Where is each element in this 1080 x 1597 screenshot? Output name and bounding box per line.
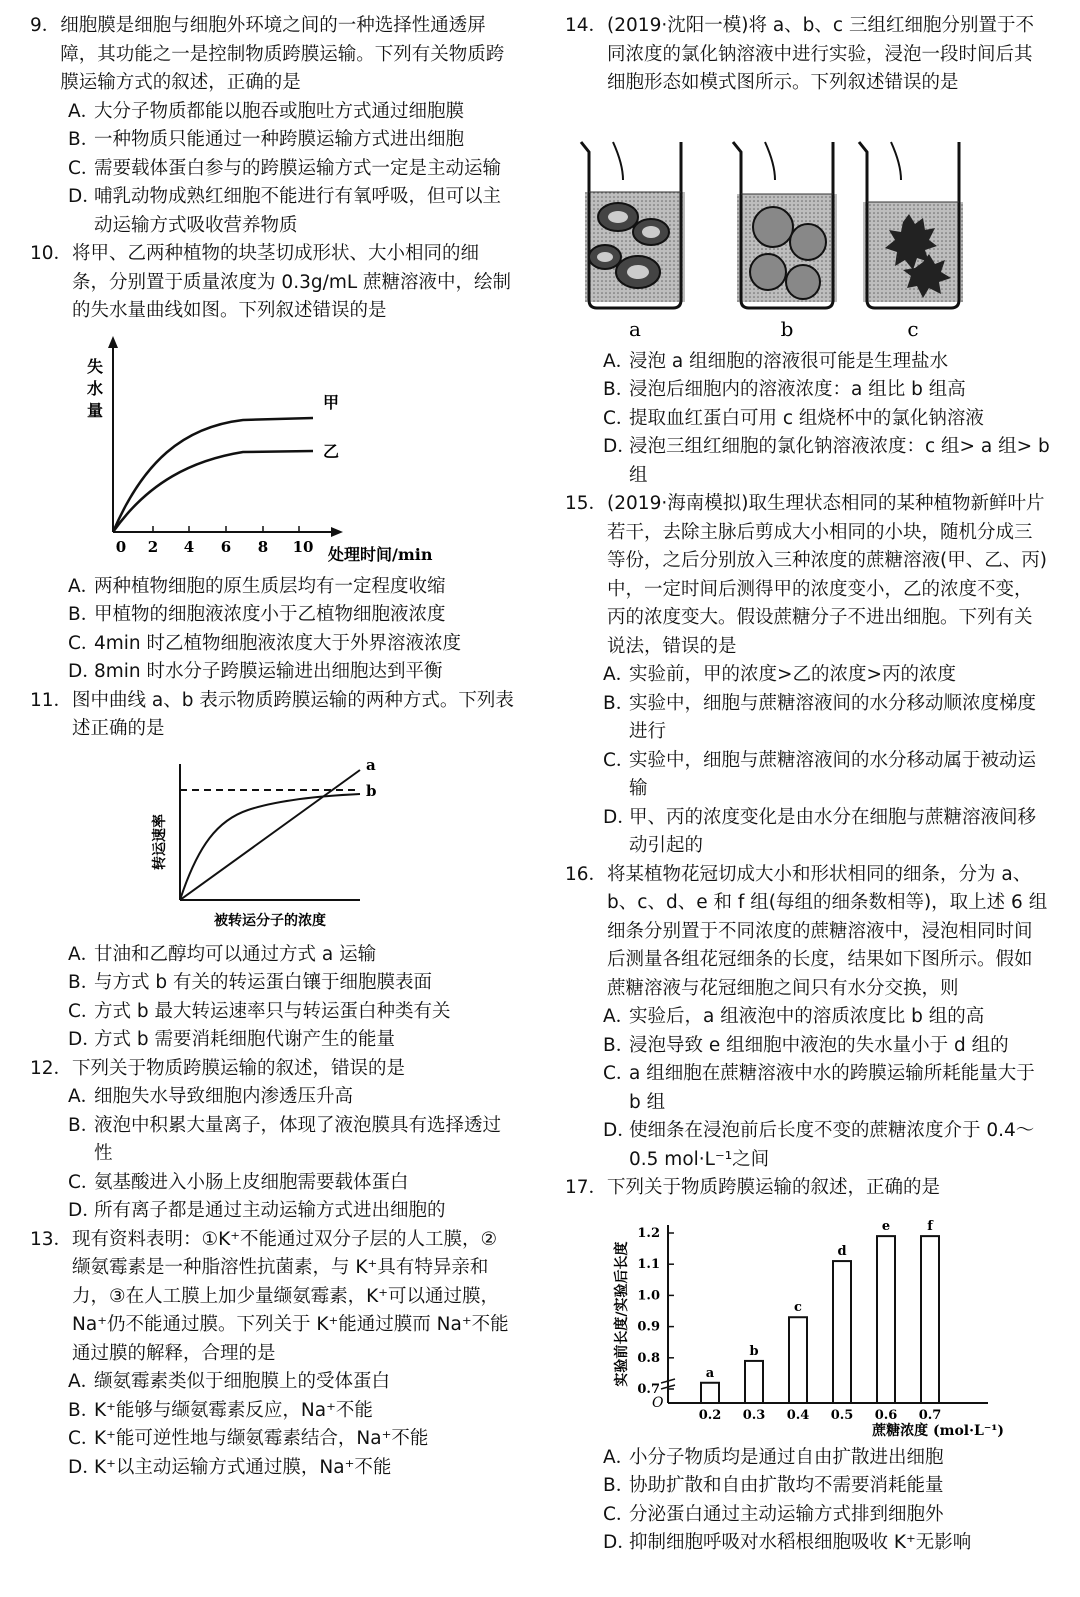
question-number: 15．	[565, 493, 608, 514]
option-label: B．	[68, 1399, 100, 1421]
option-d	[68, 1197, 515, 1226]
option-text: 缬氨霉素类似于细胞膜上的受体蛋白	[94, 1371, 391, 1392]
series-label-b: b	[365, 781, 376, 800]
x-tick-label: 0.6	[874, 1407, 897, 1423]
option-text: 4min 时乙植物细胞液浓度大于外界溶液浓度	[94, 632, 462, 654]
y-tick-label: 0.9	[636, 1319, 660, 1335]
series-label-yi: 乙	[322, 441, 339, 461]
beaker-label-b: b	[780, 316, 793, 341]
y-tick-label: 1.1	[636, 1256, 660, 1272]
option-label: D．	[68, 1200, 101, 1221]
option-label: C．	[68, 1000, 100, 1022]
x-axis-label: 处理时间/min	[327, 544, 432, 564]
option-d	[68, 1454, 515, 1483]
bar-label: d	[836, 1243, 847, 1259]
length-ratio-bar-chart	[598, 1213, 1018, 1438]
option-text: 分泌蛋白通过主动运输方式排到细胞外	[629, 1503, 944, 1525]
option-d	[603, 1529, 1050, 1558]
option-text: K⁺以主动运输方式通过膜，Na⁺不能	[94, 1456, 392, 1478]
option-d	[603, 433, 1050, 490]
option-a	[603, 348, 1050, 377]
option-text: K⁺能够与缬氨霉素反应，Na⁺不能	[94, 1399, 373, 1421]
y-tick-label: 1.0	[636, 1287, 660, 1303]
question-stem: 将某植物花冠切成大小和形状相同的细条，分为 a、b、c、d、e 和 f 组(每组的细条数相等)，取上述 6 组细条分别置于不同浓度的蔗糖溶液中，浸泡相同时间后测量各组花冠细条的长度，结果如下图所示。假如蔗糖溶液与花冠细胞之间只有水分交换，则	[607, 863, 1048, 999]
question-15	[565, 490, 1050, 861]
x-tick-label: 4	[183, 537, 194, 556]
option-label: A．	[603, 1006, 635, 1027]
option-text: 浸泡后细胞内的溶液浓度：a 组比 b 组高	[629, 379, 966, 400]
option-text: 浸泡 a 组细胞的溶液很可能是生理盐水	[629, 350, 949, 372]
x-tick-label: 0.3	[742, 1407, 765, 1423]
option-b	[603, 1472, 1050, 1501]
option-label: B．	[68, 1114, 100, 1136]
option-label: B．	[68, 972, 100, 993]
question-number: 10．	[30, 243, 73, 264]
option-label: A．	[603, 664, 635, 685]
option-text: 液泡中积累大量离子，体现了液泡膜具有选择透过性	[94, 1114, 502, 1164]
option-c	[68, 630, 515, 659]
option-text: 实验中，细胞与蔗糖溶液间的水分移动顺浓度梯度进行	[629, 692, 1037, 742]
beaker-label-c: c	[906, 316, 919, 341]
option-label: D．	[68, 1456, 101, 1478]
option-text: a 组细胞在蔗糖溶液中水的跨膜运输所耗能量大于 b 组	[629, 1063, 1035, 1113]
option-c	[603, 405, 1050, 434]
options	[565, 661, 1050, 861]
option-text: 浸泡导致 e 组细胞中液泡的失水量小于 d 组的	[629, 1034, 1009, 1056]
option-text: 甘油和乙醇均可以通过方式 a 运输	[94, 943, 377, 965]
option-label: A．	[603, 350, 635, 372]
y-tick-label: 1.2	[636, 1225, 660, 1241]
option-label: B．	[68, 604, 100, 625]
option-label: A．	[68, 575, 100, 597]
question-number: 17．	[565, 1177, 608, 1198]
x-tick-label: 8	[257, 537, 268, 556]
option-b	[603, 376, 1050, 405]
option-text: 方式 b 需要消耗细胞代谢产生的能量	[94, 1029, 396, 1050]
options	[30, 1083, 515, 1226]
question-number: 12．	[30, 1057, 73, 1079]
x-axis-label: 被转运分子的浓度	[213, 912, 326, 929]
water-loss-curve-figure	[73, 332, 473, 567]
option-text: K⁺能可逆性地与缬氨霉素结合，Na⁺不能	[94, 1428, 429, 1449]
option-text: 哺乳动物成熟红细胞不能进行有氧呼吸，但可以主动运输方式吸收营养物质	[94, 186, 502, 236]
option-d	[603, 804, 1050, 861]
options	[30, 98, 515, 241]
option-text: 大分子物质都能以胞吞或胞吐方式通过细胞膜	[94, 100, 465, 122]
question-number: 9．	[30, 15, 61, 36]
x-tick-label: 0.4	[786, 1407, 809, 1423]
option-b	[68, 126, 515, 155]
option-a	[68, 1083, 515, 1112]
option-text: 甲、丙的浓度变化是由水分在细胞与蔗糖溶液间移动引起的	[629, 806, 1037, 856]
bar	[789, 1317, 807, 1403]
option-a	[603, 1444, 1050, 1473]
question-16	[565, 861, 1050, 1175]
option-label: B．	[603, 1475, 635, 1496]
option-label: D．	[603, 1120, 636, 1141]
option-text: 氨基酸进入小肠上皮细胞需要载体蛋白	[94, 1171, 409, 1193]
options	[30, 941, 515, 1055]
option-c	[603, 1060, 1050, 1117]
option-b	[603, 1032, 1050, 1061]
question-stem: 将甲、乙两种植物的块茎切成形状、大小相同的细条，分别置于质量浓度为 0.3g/mL 蔗糖溶液中，绘制的失水量曲线如图。下列叙述错误的是	[72, 243, 512, 321]
option-b	[68, 969, 515, 998]
question-12	[30, 1055, 515, 1226]
option-c	[68, 1169, 515, 1198]
x-tick-label: 0.7	[918, 1407, 941, 1423]
option-label: C．	[603, 1063, 635, 1084]
x-tick-label: 0	[115, 537, 126, 556]
option-c	[603, 747, 1050, 804]
option-label: D．	[603, 436, 636, 457]
option-label: C．	[68, 1171, 100, 1193]
option-label: B．	[68, 129, 100, 150]
option-label: B．	[603, 379, 635, 400]
option-text: 一种物质只能通过一种跨膜运输方式进出细胞	[94, 129, 465, 150]
option-text: 实验中，细胞与蔗糖溶液间的水分移动属于被动运输	[629, 749, 1037, 799]
option-text: 需要载体蛋白参与的跨膜运输方式一定是主动运输	[94, 157, 502, 179]
option-d	[68, 658, 515, 687]
question-stem: 现有资料表明：①K⁺不能通过双分子层的人工膜，②缬氨霉素是一种脂溶性抗菌素，与 K⁺具有特异亲和力，③在人工膜上加少量缬氨霉素，K⁺可以通过膜，Na⁺仍不能通过膜。下列关于 K⁺能通过膜而 Na⁺不能通过膜的解释，合理的是	[72, 1228, 509, 1364]
question-number: 11．	[30, 689, 73, 711]
option-c	[603, 1501, 1050, 1530]
option-label: C．	[603, 749, 635, 771]
question-stem: 细胞膜是细胞与细胞外环境之间的一种选择性通透屏障，其功能之一是控制物质跨膜运输。下列有关物质跨膜运输方式的叙述，正确的是	[60, 15, 505, 93]
question-14	[565, 12, 1050, 490]
option-label: D．	[603, 806, 636, 828]
transport-rate-figure	[138, 750, 408, 935]
option-text: 细胞失水导致细胞内渗透压升高	[94, 1086, 354, 1107]
question-13	[30, 1226, 515, 1483]
bar-label: a	[705, 1365, 714, 1381]
option-label: D．	[68, 1029, 101, 1050]
option-text: 抑制细胞呼吸对水稻根细胞吸收 K⁺无影响	[629, 1532, 972, 1553]
bar	[745, 1360, 763, 1402]
bar-label: f	[926, 1218, 933, 1234]
options	[30, 1368, 515, 1482]
option-b	[603, 690, 1050, 747]
option-c	[68, 1425, 515, 1454]
curve-b	[180, 794, 360, 900]
x-tick-label: 10	[292, 537, 313, 556]
option-a	[603, 661, 1050, 690]
question-stem: (2019·海南模拟)取生理状态相同的某种植物新鲜叶片若干，去除主脉后剪成大小相同的小块，随机分成三等份，之后分别放入三种浓度的蔗糖溶液(甲、乙、丙)中，一定时间后测得甲的浓度变小，乙的浓度不变，丙的浓度变大。假设蔗糖分子不进出细胞。下列有关说法，错误的是	[607, 493, 1047, 657]
option-text: 实验后，a 组液泡中的溶质浓度比 b 组的高	[629, 1006, 985, 1027]
beaker-label-a: a	[628, 316, 641, 341]
y-tick-label: 0.7	[636, 1381, 660, 1397]
option-text: 浸泡三组红细胞的氯化钠溶液浓度：c 组> a 组> b 组	[629, 436, 1050, 486]
y-axis-label-char: 水	[86, 378, 103, 398]
options	[565, 1003, 1050, 1174]
y-tick-label: 0.8	[636, 1350, 660, 1366]
beakers-figure	[573, 132, 1043, 342]
beaker-b	[733, 142, 837, 308]
option-b	[68, 601, 515, 630]
question-10	[30, 240, 515, 687]
bar	[877, 1236, 895, 1403]
option-label: A．	[68, 1086, 100, 1107]
option-label: A．	[68, 943, 100, 965]
option-d	[68, 1026, 515, 1055]
option-label: D．	[68, 661, 101, 682]
option-text: 实验前，甲的浓度>乙的浓度>丙的浓度	[629, 664, 957, 685]
series-label-jia: 甲	[322, 392, 339, 412]
options	[30, 573, 515, 687]
question-number: 14．	[565, 15, 608, 36]
option-text: 8min 时水分子跨膜运输进出细胞达到平衡	[94, 661, 443, 682]
option-c	[68, 998, 515, 1027]
x-axis-label: 蔗糖浓度 (mol·L⁻¹)	[871, 1422, 1004, 1438]
beaker-a	[581, 142, 685, 308]
y-axis-label: 转运速率	[151, 813, 168, 870]
question-stem: 下列关于物质跨膜运输的叙述，正确的是	[607, 1177, 941, 1198]
series-label-a: a	[365, 755, 376, 774]
option-c	[68, 155, 515, 184]
bar	[921, 1236, 939, 1403]
option-label: D．	[603, 1532, 636, 1553]
question-stem: 下列关于物质跨膜运输的叙述，错误的是	[72, 1057, 406, 1079]
question-11	[30, 687, 515, 1055]
option-text: 所有离子都是通过主动运输方式进出细胞的	[94, 1200, 446, 1221]
option-label: D．	[68, 186, 101, 207]
bar-label: e	[881, 1218, 890, 1234]
option-label: B．	[603, 1034, 635, 1056]
option-label: C．	[68, 157, 100, 179]
option-label: C．	[68, 1428, 100, 1449]
beaker-c	[859, 142, 963, 308]
option-b	[68, 1112, 515, 1169]
option-a	[68, 98, 515, 127]
question-number: 16．	[565, 863, 608, 885]
question-stem: 图中曲线 a、b 表示物质跨膜运输的两种方式。下列表述正确的是	[72, 689, 514, 739]
bar-label: c	[793, 1299, 802, 1315]
option-a	[68, 941, 515, 970]
y-axis-label: 实验前长度/实验后长度	[613, 1240, 630, 1387]
option-label: C．	[603, 407, 635, 429]
bar	[833, 1261, 851, 1403]
x-tick-label: 0.2	[698, 1407, 721, 1423]
y-axis-label-char: 失	[86, 356, 103, 376]
origin-label: O	[651, 1394, 663, 1411]
option-label: A．	[68, 1371, 100, 1392]
options	[565, 1444, 1050, 1558]
bar	[701, 1382, 719, 1402]
option-label: A．	[603, 1446, 635, 1468]
right-column	[565, 12, 1050, 1558]
option-text: 与方式 b 有关的转运蛋白镶于细胞膜表面	[94, 972, 433, 993]
curve-yi	[113, 451, 313, 532]
option-a	[68, 1368, 515, 1397]
option-label: A．	[68, 100, 100, 122]
option-text: 提取血红蛋白可用 c 组烧杯中的氯化钠溶液	[629, 407, 984, 429]
option-text: 两种植物细胞的原生质层均有一定程度收缩	[94, 575, 446, 597]
curve-jia	[113, 418, 313, 532]
question-stem: (2019·沈阳一模)将 a、b、c 三组红细胞分别置于不同浓度的氯化钠溶液中进行实验，浸泡一段时间后其细胞形态如模式图所示。下列叙述错误的是	[607, 15, 1034, 93]
bar-label: b	[748, 1343, 759, 1359]
question-number: 13．	[30, 1228, 73, 1250]
option-text: 甲植物的细胞液浓度小于乙植物细胞液浓度	[94, 604, 446, 625]
x-tick-label: 2	[147, 537, 158, 556]
option-label: C．	[603, 1503, 635, 1525]
question-17	[565, 1174, 1050, 1558]
y-axis-label-char: 量	[86, 400, 103, 420]
option-text: 小分子物质均是通过自由扩散进出细胞	[629, 1446, 944, 1468]
x-tick-label: 6	[220, 537, 231, 556]
option-text: 方式 b 最大转运速率只与转运蛋白种类有关	[94, 1000, 451, 1022]
option-a	[603, 1003, 1050, 1032]
x-tick-label: 0.5	[830, 1407, 853, 1423]
options	[565, 348, 1050, 491]
option-b	[68, 1397, 515, 1426]
option-text: 使细条在浸泡前后长度不变的蔗糖浓度介于 0.4～0.5 mol·L⁻¹之间	[629, 1120, 1035, 1170]
option-d	[68, 183, 515, 240]
option-a	[68, 573, 515, 602]
left-column	[30, 12, 515, 1482]
question-9	[30, 12, 515, 240]
option-label: C．	[68, 632, 100, 654]
option-text: 协助扩散和自由扩散均不需要消耗能量	[629, 1475, 944, 1496]
option-d	[603, 1117, 1050, 1174]
option-label: B．	[603, 692, 635, 714]
